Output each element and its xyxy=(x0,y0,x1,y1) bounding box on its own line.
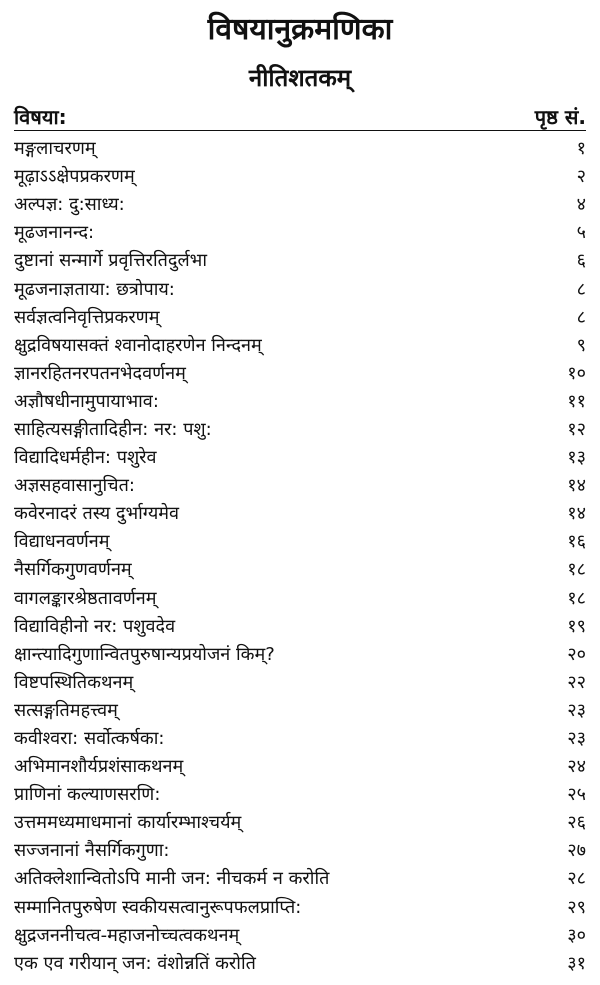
toc-entry-topic: क्षुद्रविषयासक्तं श्वानोदाहरणेन निन्दनम् xyxy=(14,334,262,356)
toc-entry-topic: सज्जनानां नैसर्गिकगुणा: xyxy=(14,840,170,862)
toc-entry-page: ८ xyxy=(576,278,586,300)
toc-entry-topic: नैसर्गिकगुणवर्णनम् xyxy=(14,559,132,581)
toc-entry xyxy=(14,527,586,555)
toc-entry-page: ४ xyxy=(576,194,586,216)
toc-entry-page: २३ xyxy=(567,699,586,721)
section-title: नीतिशतकम् xyxy=(248,64,352,92)
toc-entry-topic: विद्याविहीनो नर: पशुवदेव xyxy=(14,615,176,637)
toc-entry-topic: सत्सङ्गतिमहत्त्वम् xyxy=(14,699,118,721)
page-title: विषयानुक्रमणिका xyxy=(207,12,393,47)
toc-entry xyxy=(14,752,586,780)
toc-entry xyxy=(14,274,586,302)
toc-entry-topic: क्षुद्रजननीचत्व-महाजनोच्चत्वकथनम् xyxy=(14,924,240,946)
toc-entry-topic: मङ्गलाचरणम् xyxy=(14,138,96,160)
toc-entry xyxy=(14,555,586,583)
toc-entry-topic: कवेरनादरं तस्य दुर्भाग्यमेव xyxy=(14,503,180,525)
toc-entry-page: ३१ xyxy=(567,952,586,974)
toc-entry-page: २५ xyxy=(567,784,586,806)
toc-entry-topic: दुष्टानां सन्मार्गे प्रवृत्तिरतिदुर्लभा xyxy=(14,250,207,272)
toc-entry-page: १९ xyxy=(567,615,586,637)
toc-entry xyxy=(14,584,586,612)
toc-entry xyxy=(14,443,586,471)
toc-entry-topic: साहित्यसङ्गीतादिहीन: नर: पशु: xyxy=(14,418,212,440)
toc-entry-page: ११ xyxy=(567,390,586,412)
toc-entry-page: २४ xyxy=(567,756,586,778)
toc-entry-topic: अल्पज्ञ: दु:साध्य: xyxy=(14,194,125,216)
toc-entry-topic: अतिक्लेशान्वितोऽपि मानी जन: नीचकर्म न करोति xyxy=(14,868,330,890)
toc-entry xyxy=(14,303,586,331)
toc-entry-page: १८ xyxy=(567,559,586,581)
toc-entry xyxy=(14,415,586,443)
toc-entry xyxy=(14,949,586,977)
toc-entry-page: १४ xyxy=(567,475,586,497)
toc-entry-topic: उत्तममध्यमाधमानां कार्यारम्भाश्चर्यम् xyxy=(14,812,242,834)
toc-entry-page: ५ xyxy=(576,222,586,244)
toc-entry xyxy=(14,921,586,949)
toc-entry xyxy=(14,668,586,696)
toc-entry-topic: विद्याधनवर्णनम् xyxy=(14,531,110,553)
toc-entry xyxy=(14,836,586,864)
toc-entry xyxy=(14,134,586,162)
toc-entry-topic: ज्ञानरहितनरपतनभेदवर्णनम् xyxy=(14,362,186,384)
toc-entry-topic: अज्ञसहवासानुचित: xyxy=(14,475,135,497)
toc-entry-topic: कवीश्वरा: सर्वोत्कर्षका: xyxy=(14,728,165,750)
toc-entry-page: १६ xyxy=(567,531,586,553)
toc-entry-topic: वागलङ्कारश्रेष्ठतावर्णनम् xyxy=(14,587,157,609)
toc-entry xyxy=(14,246,586,274)
toc-entry-topic: मूढजनाज्ञताया: छत्रोपाय: xyxy=(14,278,175,300)
toc-entry xyxy=(14,162,586,190)
toc-entry-page: ६ xyxy=(576,250,586,272)
toc-entry-page: १४ xyxy=(567,503,586,525)
toc-entry-topic: मूढजनानन्द: xyxy=(14,222,95,244)
toc-entry-page: १२ xyxy=(567,418,586,440)
toc-entry-page: २ xyxy=(576,166,586,188)
toc-entry-page: २३ xyxy=(567,728,586,750)
toc-entry xyxy=(14,696,586,724)
toc-entry-topic: सर्वज्ञत्वनिवृत्तिप्रकरणम् xyxy=(14,306,160,328)
toc-entry-topic: अभिमानशौर्यप्रशंसाकथनम् xyxy=(14,756,184,778)
toc-entry-page: १८ xyxy=(567,587,586,609)
toc-entry-page: २२ xyxy=(567,671,586,693)
toc-entry xyxy=(14,190,586,218)
toc-entry xyxy=(14,864,586,892)
toc-entry-page: २० xyxy=(567,643,586,665)
toc-entry xyxy=(14,387,586,415)
toc-entry-page: ९ xyxy=(576,334,586,356)
toc-entry xyxy=(14,893,586,921)
toc-entry-page: ८ xyxy=(576,306,586,328)
toc-entry-page: २७ xyxy=(567,840,586,862)
toc-entry xyxy=(14,499,586,527)
toc-entry-topic: सम्मानितपुरुषेण स्वकीयसत्वानुरूपफलप्राप्ति: xyxy=(14,896,302,918)
toc-entry xyxy=(14,640,586,668)
toc-entry xyxy=(14,218,586,246)
toc-entry xyxy=(14,612,586,640)
column-header-row xyxy=(14,102,586,130)
toc-entry-page: १३ xyxy=(567,447,586,469)
toc-entry-topic: मूढ़ाऽऽक्षेपप्रकरणम् xyxy=(14,166,135,188)
toc-entry xyxy=(14,808,586,836)
topic-column-header: विषया: xyxy=(14,104,67,129)
toc-list xyxy=(14,134,586,977)
toc-entry-page: २८ xyxy=(567,868,586,890)
toc-entry-topic: अज्ञौषधीनामुपायाभाव: xyxy=(14,390,159,412)
toc-entry-topic: क्षान्त्यादिगुणान्वितपुरुषान्यप्रयोजनं किम्? xyxy=(14,643,275,665)
toc-entry-page: १ xyxy=(576,138,586,160)
toc-entry-topic: विद्यादिधर्महीन: पशुरेव xyxy=(14,447,157,469)
toc-entry-topic: प्राणिनां कल्याणसरणि: xyxy=(14,784,161,806)
toc-entry-topic: विष्टपस्थितिकथनम् xyxy=(14,671,134,693)
toc-entry-page: १० xyxy=(567,362,586,384)
toc-entry xyxy=(14,780,586,808)
toc-entry xyxy=(14,471,586,499)
toc-entry-page: ३० xyxy=(567,924,586,946)
header-divider xyxy=(14,130,586,131)
toc-entry xyxy=(14,724,586,752)
toc-entry-page: २९ xyxy=(567,896,586,918)
toc-entry xyxy=(14,359,586,387)
toc-entry-topic: एक एव गरीयान् जन: वंशोन्नतिं करोति xyxy=(14,952,256,974)
toc-entry-page: २६ xyxy=(567,812,586,834)
page-column-header: पृष्ठ सं. xyxy=(534,104,586,129)
toc-entry xyxy=(14,331,586,359)
